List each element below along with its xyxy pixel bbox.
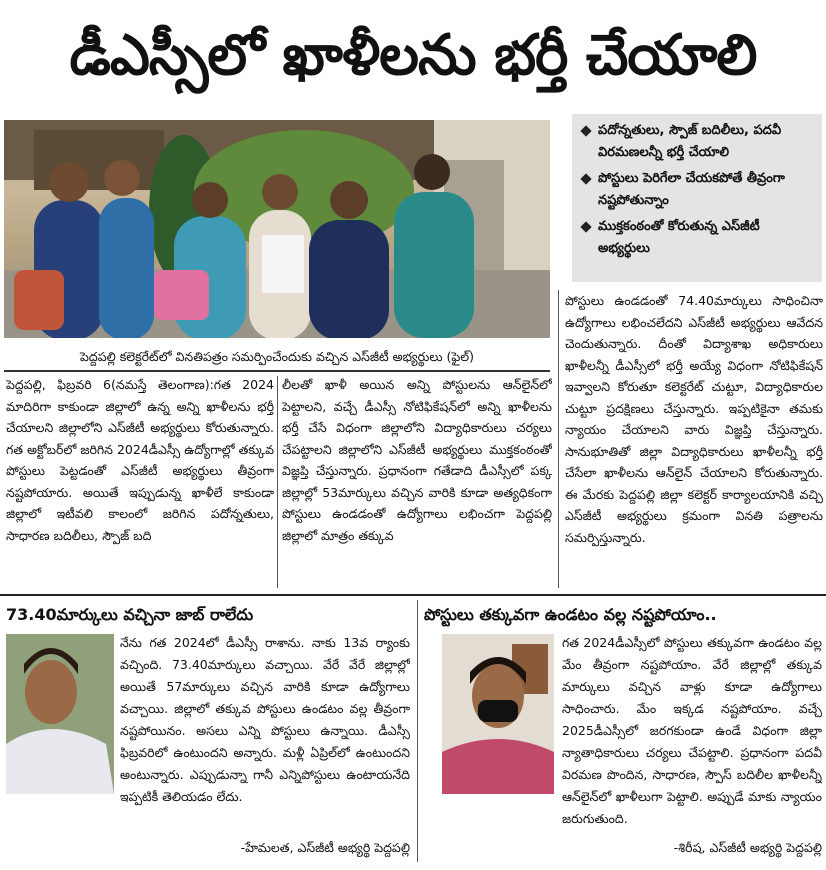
article-column-1: పెద్దపల్లి, ఫిబ్రవరి 6(నమస్తే తెలంగాణ):గత 2024 మాదిరిగా కాకుండా జిల్లాలో ఉన్న అన్ని ఖాళీలను భర్తీ చేయాలని జిల్లాలోని ఎస్‌జీటీ అభ్యర్థులు కోరుతున్నారు. గత అక్టోబర్‌లో జరిగిన 2024డీఎస్సీ ఉద్యోగాల్లో తక్కువ పోస్టులు పెట్టడంతో ఎస్‌జీటీ అభ్యర్థులు తీవ్రంగా నష్టపోయారు. అయితే ఇప్పుడున్న ఖాళీలే కాకుండా జిల్లాలో ఇటీవలి కాలంలో జరిగిన పదోన్నతులు, సాధారణ బదిలీలు, స్పౌజ్ బది — [6, 377, 274, 543]
highlight-item — [580, 120, 814, 164]
right-box-title: పోస్టులు తక్కువగా ఉండటం వల్ల నష్టపోయాం.. — [424, 605, 717, 624]
column-divider — [558, 290, 559, 588]
right-box-photo — [442, 634, 554, 794]
highlight-item — [580, 168, 814, 212]
left-box-body: నేను గత 2024లో డీఎస్సీ రాశాను. నాకు 13వ ర్యాంకు వచ్చింది. 73.40మార్కులు వచ్చాయి. వేరే వేరే జిల్లాల్లో అయితే 57మార్కులు వచ్చిన వారికి కూడా ఉద్యోగాలు వచ్చాయి. జిల్లాలో తక్కువ పోస్టులు ఉండటం వల్ల తీవ్రంగా నష్టపోయినం. అసలు ఎన్ని పోస్టులు ఉన్నాయి. డీఎస్సీ ఫిబ్రవరిలో ఉంటుందని అన్నారు. మళ్లీ ఏప్రిల్‌లో ఉంటుందని అంటున్నారు. ఎప్పుడున్నా గానీ ఎన్నిపోస్టులు ఉంటాయనేది ఇప్పటికీ తెలియడం లేదు. — [120, 635, 410, 804]
article-column-2: లీలతో ఖాళీ అయిన అన్ని పోస్టులను ఆన్‌లైన్‌లో పెట్టాలని, వచ్చే డీఎస్సీ నోటిఫికేషన్‌లో అన్ని ఖాళీలను భర్తీ చేసే విధంగా జిల్లాలోని విద్యాధికారులు చర్యలు చేపట్టాలని జిల్లాలోని ఎస్‌జీటీ అభ్యర్థులు ముక్తకంఠంతో విజ్ఞప్తి చేస్తున్నారు. ప్రధానంగా గతేడాది డీఎస్సీలో పక్క జిల్లాల్లో 53మార్కులు వచ్చిన వారికి కూడా అత్యధికంగా పోస్టులు ఉండడంతో ఉద్యోగాలు లభించగా పెద్దపల్లి జిల్లాలో మాత్రం తక్కువ — [282, 377, 552, 543]
highlights-box — [572, 114, 822, 282]
highlight-text: పోస్టులు పెరిగేలా చేయకపోతే తీవ్రంగా నష్టపోతున్నాం — [598, 171, 785, 208]
photo-caption: పెద్దపల్లి కలెక్టరేట్‌లో వినతిపత్రం సమర్పించేందుకు వచ్చిన ఎస్‌జీటీ అభ్యర్థులు (ఫైల్) — [4, 344, 550, 372]
portrait-illustration — [6, 634, 114, 794]
portrait-illustration — [442, 634, 554, 794]
left-box-signature: -హేమలత, ఎస్‌జీటీ అభ్యర్థి పెద్దపల్లి — [240, 840, 410, 855]
left-box-photo — [6, 634, 114, 794]
main-photo — [4, 120, 550, 338]
left-box-title: 73.40మార్కులు వచ్చినా జాబ్ రాలేదు — [6, 605, 254, 624]
diamond-bullet-icon — [580, 125, 591, 136]
box-divider — [417, 600, 418, 862]
diamond-bullet-icon — [580, 221, 591, 232]
right-box-signature: -శిరీష, ఎస్‌జీటీ అభ్యర్థి పెద్దపల్లి — [673, 840, 822, 855]
column-divider — [277, 376, 278, 588]
highlight-text: ముక్తకంఠంతో కోరుతున్న ఎస్‌జీటీ అభ్యర్థులు — [598, 219, 760, 256]
highlight-item — [580, 216, 814, 260]
diamond-bullet-icon — [580, 173, 591, 184]
main-photo-illustration — [4, 120, 550, 338]
headline: డీఎస్సీలో ఖాళీలను భర్తీ చేయాలి — [69, 23, 757, 88]
highlight-text: పదోన్నతులు, స్పౌజ్ బదిలీలు, పదవీ విరమణలన్నీ భర్తీ చేయాలి — [598, 123, 782, 160]
right-box-body: గత 2024డీఎస్సీలో పోస్టులు తక్కువగా ఉండటం వల్ల మేం తీవ్రంగా నష్టపోయాం. వేరే జిల్లాల్లో తక్కువ మార్కులు వచ్చిన వాళ్లు కూడా ఉద్యోగాలు సాధించారు. మేం ఇక్కడ నష్టపోయాం. వచ్చే 2025డీఎస్సీలో జరగకుండా ఉండే విధంగా జిల్లా న్యాతాధికారులు చర్యలు చేపట్టాలి. ప్రధానంగా పదవీ విరమణ పొందిన, సాధారణ, స్పౌస్ బదిలీల ఖాళీలన్నీ ఆన్‌లైన్‌లో ఖాళీలుగా పెట్టాలి. అప్పుడే మాకు న్యాయం జరుగుతుంది. — [562, 635, 822, 826]
article-column-3: పోస్టులు ఉండడంతో 74.40మార్కులు సాధించినా ఉద్యోగాలు లభించలేదని ఎస్‌జీటీ అభ్యర్థులు ఆవేదన చెందుతున్నారు. దీంతో విద్యాశాఖ అధికారులు ఖాళీలన్నీ డీఎస్సీలో భర్తీ అయ్యే విధంగా నోటిఫికేషన్ ఇవ్వాలని కోరుతూ కలెక్టరేట్ చుట్టూ, విద్యాధికారుల చుట్టూ ప్రదక్షిణలు చేస్తున్నారు. ఇప్పటికైనా తమకు న్యాయం చేయాలని వారు విజ్ఞప్తి చేస్తున్నారు. సానుభూతితో జిల్లా విద్యాధికారులు ఖాళీలన్నీ భర్తీ చేసేలా ఖాళీలను ఆన్‌లైన్ చేయాలని కోరుతున్నారు. ఈ మేరకు పెద్దపల్లి జిల్లా కలెక్టర్ కార్యాలయానికి వచ్చి ఎస్‌జీటీ అభ్యర్థులు క్రమంగా వినతి పత్రాలను సమర్పిస్తున్నారు. — [565, 293, 823, 545]
section-divider — [0, 594, 826, 596]
